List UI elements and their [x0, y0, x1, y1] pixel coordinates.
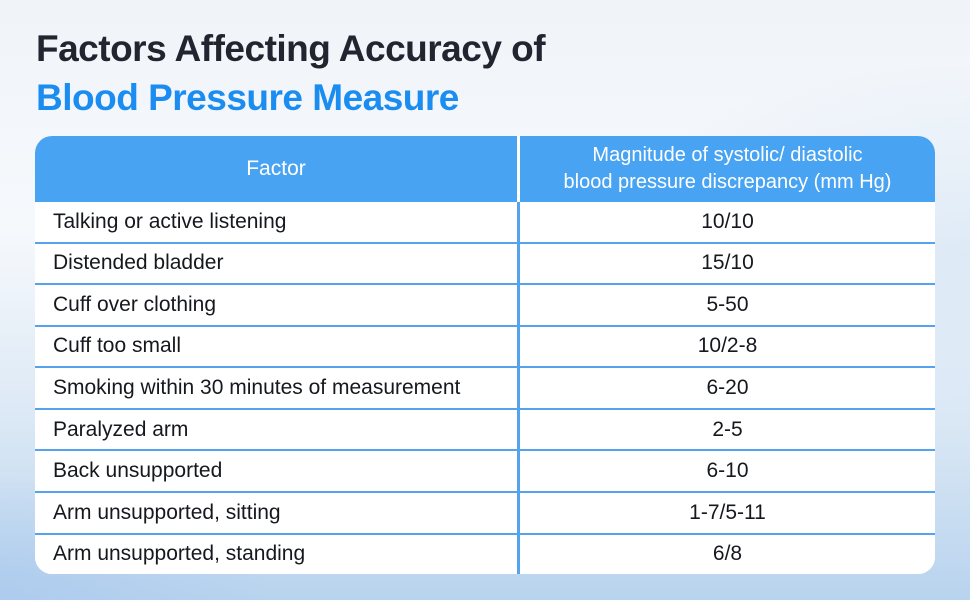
- column-header-magnitude-line2: blood pressure discrepancy (mm Hg): [563, 171, 892, 193]
- factor-cell: Smoking within 30 minutes of measurement: [35, 368, 520, 408]
- column-header-magnitude: [520, 136, 935, 202]
- table-body: [35, 202, 935, 574]
- table-row: [35, 327, 935, 369]
- page-title-line1: Factors Affecting Accuracy of: [36, 28, 546, 69]
- table-row: [35, 285, 935, 327]
- value-cell: 6-10: [706, 459, 749, 483]
- table-header-row: [35, 136, 935, 202]
- factor-cell: Cuff too small: [35, 327, 520, 367]
- value-cell: 6/8: [712, 542, 743, 566]
- table-row: [35, 410, 935, 452]
- table-row: [35, 244, 935, 286]
- page-title: [36, 24, 545, 122]
- factor-cell: Distended bladder: [35, 244, 520, 284]
- value-cell: 10/2-8: [697, 334, 758, 358]
- factor-cell: Talking or active listening: [35, 202, 520, 242]
- column-header-magnitude-line1: Magnitude of systolic/ diastolic: [592, 144, 863, 166]
- factor-cell: Back unsupported: [35, 451, 520, 491]
- factor-cell: Arm unsupported, sitting: [35, 493, 520, 533]
- column-header-factor: Factor: [35, 136, 520, 202]
- table-row: [35, 493, 935, 535]
- table-row: [35, 368, 935, 410]
- value-cell: 15/10: [701, 251, 754, 275]
- table-row: [35, 535, 935, 575]
- factor-cell: Paralyzed arm: [35, 410, 520, 450]
- factor-cell: Cuff over clothing: [35, 285, 520, 325]
- page-title-line2: Blood Pressure Measure: [36, 77, 459, 118]
- page-header: [36, 24, 545, 122]
- factor-cell: Arm unsupported, standing: [35, 535, 520, 575]
- bp-factors-table: [35, 136, 935, 574]
- value-cell: 2-5: [712, 417, 743, 441]
- value-cell: 10/10: [701, 209, 754, 233]
- value-cell: 5-50: [706, 292, 749, 316]
- table-row: [35, 202, 935, 244]
- value-cell: 6-20: [706, 376, 749, 400]
- table-row: [35, 451, 935, 493]
- value-cell: 1-7/5-11: [689, 500, 766, 524]
